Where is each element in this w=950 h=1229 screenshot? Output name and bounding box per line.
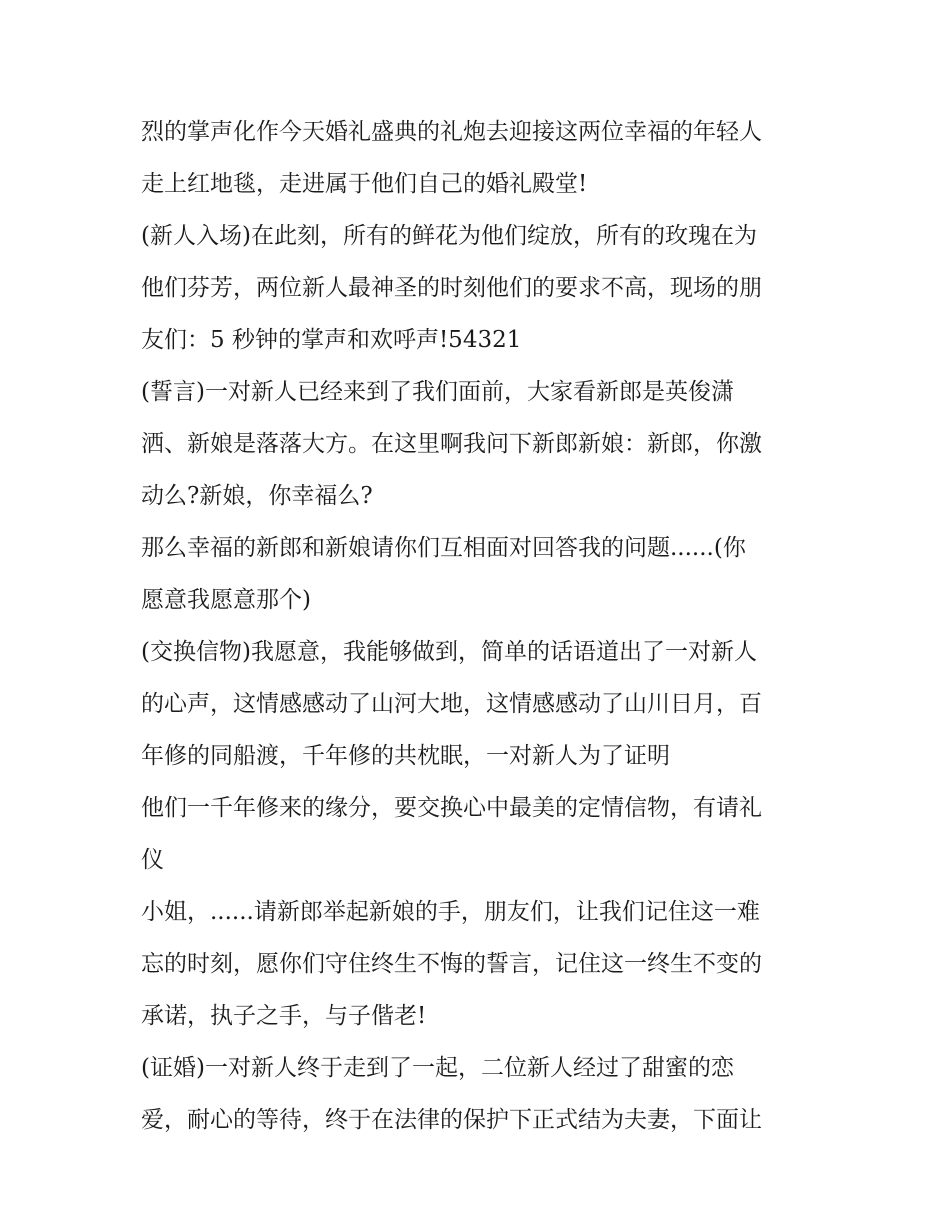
text-line: (证婚)一对新人终于走到了一起，二位新人经过了甜蜜的恋: [141, 1055, 734, 1081]
text-line: 友们：5 秒钟的掌声和欢呼声!54321: [141, 327, 522, 353]
text-line: 他们芬芳，两位新人最神圣的时刻他们的要求不高，现场的朋: [141, 275, 762, 301]
text-line: 愿意我愿意那个): [141, 587, 311, 613]
text-line: 小姐，......请新郎举起新娘的手，朋友们，让我们记住这一难: [141, 899, 760, 925]
text-line: 爱，耐心的等待，终于在法律的保护下正式结为夫妻，下面让: [141, 1107, 762, 1133]
text-line: 走上红地毯，走进属于他们自己的婚礼殿堂!: [141, 171, 588, 197]
text-line: 忘的时刻，愿你们守住终生不悔的誓言，记住这一终生不变的: [141, 951, 762, 977]
text-line: 动么?新娘，你幸福么?: [141, 483, 373, 509]
text-line: 仪: [141, 847, 164, 873]
text-line: (誓言)一对新人已经来到了我们面前，大家看新郎是英俊潇: [141, 379, 734, 405]
text-line: 年修的同船渡，千年修的共枕眠，一对新人为了证明: [141, 743, 670, 769]
text-line: 那么幸福的新郎和新娘请你们互相面对回答我的问题......(你: [141, 535, 746, 561]
body-text: [141, 106, 821, 1146]
text-line: 洒、新娘是落落大方。在这里啊我问下新郎新娘：新郎，你激: [141, 431, 762, 457]
text-line: 的心声，这情感感动了山河大地，这情感感动了山川日月，百: [141, 691, 762, 717]
text-line: (交换信物)我愿意，我能够做到，简单的话语道出了一对新人: [141, 639, 757, 665]
text-line: 他们一千年修来的缘分，要交换心中最美的定情信物，有请礼: [141, 795, 762, 821]
text-line: (新人入场)在此刻，所有的鲜花为他们绽放，所有的玫瑰在为: [141, 223, 757, 249]
text-line: 烈的掌声化作今天婚礼盛典的礼炮去迎接这两位幸福的年轻人: [141, 119, 762, 145]
text-line: 承诺，执子之手，与子偕老!: [141, 1003, 427, 1029]
